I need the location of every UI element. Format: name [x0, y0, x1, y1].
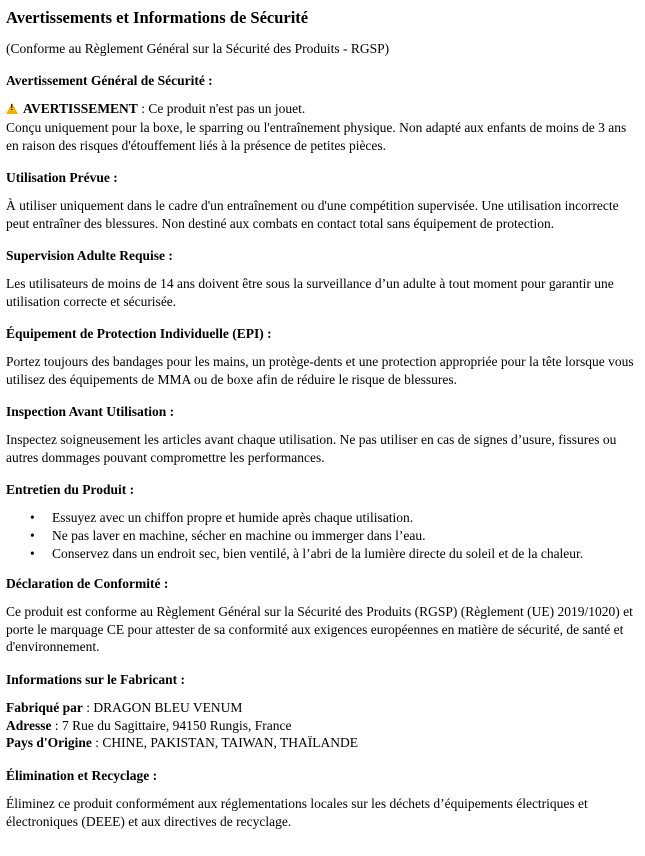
- section-intended-use: [6, 170, 639, 232]
- manufacturer-name-label: Fabriqué par: [6, 699, 83, 715]
- country-of-origin-label: Pays d'Origine: [6, 735, 92, 751]
- section-maintenance: [6, 482, 639, 562]
- section-general-warning: [6, 73, 639, 154]
- general-warning-heading: Avertissement Général de Sécurité :: [6, 73, 213, 89]
- adult-supervision-body: Les utilisateurs de moins de 14 ans doivent être sous la surveillance d’un adulte à tout moment pour garantir une utilisation correcte et sécurisée.: [6, 276, 614, 309]
- ppe-body: Portez toujours des bandages pour les mains, un protège-dents et une protection appropriée pour la tête lorsque vous utilisez des équipements de MMA ou de boxe afin de réduire le risque de blessures.: [6, 354, 634, 387]
- disposal-body: Éliminez ce produit conformément aux réglementations locales sur les déchets d’équipements électriques et électroniques (DEEE) et aux directives de recyclage.: [6, 796, 588, 829]
- ppe-heading: Équipement de Protection Individuelle (EPI) :: [6, 326, 272, 342]
- manufacturer-address-label: Adresse: [6, 717, 52, 733]
- page-title: Avertissements et Informations de Sécurité: [6, 8, 309, 27]
- manufacturer-address-value: : 7 Rue du Sagittaire, 94150 Rungis, France: [51, 717, 292, 733]
- manufacturer-address-line: [6, 717, 639, 735]
- inspection-body: Inspectez soigneusement les articles avant chaque utilisation. Ne pas utiliser en cas de signes d’usure, fissures ou autres dommages pouvant compromettre les performances.: [6, 432, 617, 465]
- warning-word: AVERTISSEMENT: [23, 100, 138, 116]
- country-of-origin-value: : CHINE, PAKISTAN, TAIWAN, THAÏLANDE: [91, 735, 358, 751]
- conformity-body: Ce produit est conforme au Règlement Général sur la Sécurité des Produits (RGSP) (Règlement (UE) 2019/1020) et porte le marquage CE pour attester de sa conformité aux exigences européennes en matière de sécurité, de santé et d'environnement.: [6, 604, 633, 655]
- warning-triangle-icon: [6, 103, 18, 114]
- general-warning-callout: [6, 100, 639, 118]
- manufacturer-heading: Informations sur le Fabricant :: [6, 671, 185, 687]
- manufacturer-name-value: : DRAGON BLEU VENUM: [82, 699, 243, 715]
- document-subtitle: (Conforme au Règlement Général sur la Sécurité des Produits - RGSP): [6, 40, 390, 56]
- inspection-heading: Inspection Avant Utilisation :: [6, 404, 175, 420]
- section-manufacturer: [6, 672, 639, 752]
- manufacturer-name-line: [6, 699, 639, 717]
- section-ppe: [6, 326, 639, 388]
- maintenance-bullet-list: [6, 509, 639, 562]
- general-warning-body: Conçu uniquement pour la boxe, le sparring ou l'entraînement physique. Non adapté aux enfants de moins de 3 ans en raison des risques d'étouffement liés à la présence de petites pièces.: [6, 120, 627, 153]
- disposal-heading: Élimination et Recyclage :: [6, 768, 158, 784]
- list-item: • Essuyez avec un chiffon propre et humide après chaque utilisation.: [6, 509, 639, 527]
- list-item: • Conservez dans un endroit sec, bien ventilé, à l’abri de la lumière directe du soleil et de la chaleur.: [6, 545, 639, 563]
- intended-use-body: À utiliser uniquement dans le cadre d'un entraînement ou d'une compétition supervisée. Une utilisation incorrecte peut entraîner des blessures. Non destiné aux combats en contact total sans équipement de protection.: [6, 198, 619, 231]
- section-disposal: [6, 768, 639, 830]
- warning-lead-text: : Ce produit n'est pas un jouet.: [137, 100, 306, 116]
- section-conformity: [6, 576, 639, 656]
- intended-use-heading: Utilisation Prévue :: [6, 170, 118, 186]
- country-of-origin-line: [6, 734, 639, 752]
- section-adult-supervision: [6, 248, 639, 310]
- maintenance-heading: Entretien du Produit :: [6, 482, 135, 498]
- section-inspection: [6, 404, 639, 466]
- adult-supervision-heading: Supervision Adulte Requise :: [6, 248, 173, 264]
- list-item: • Ne pas laver en machine, sécher en machine ou immerger dans l’eau.: [6, 527, 639, 545]
- conformity-heading: Déclaration de Conformité :: [6, 576, 169, 592]
